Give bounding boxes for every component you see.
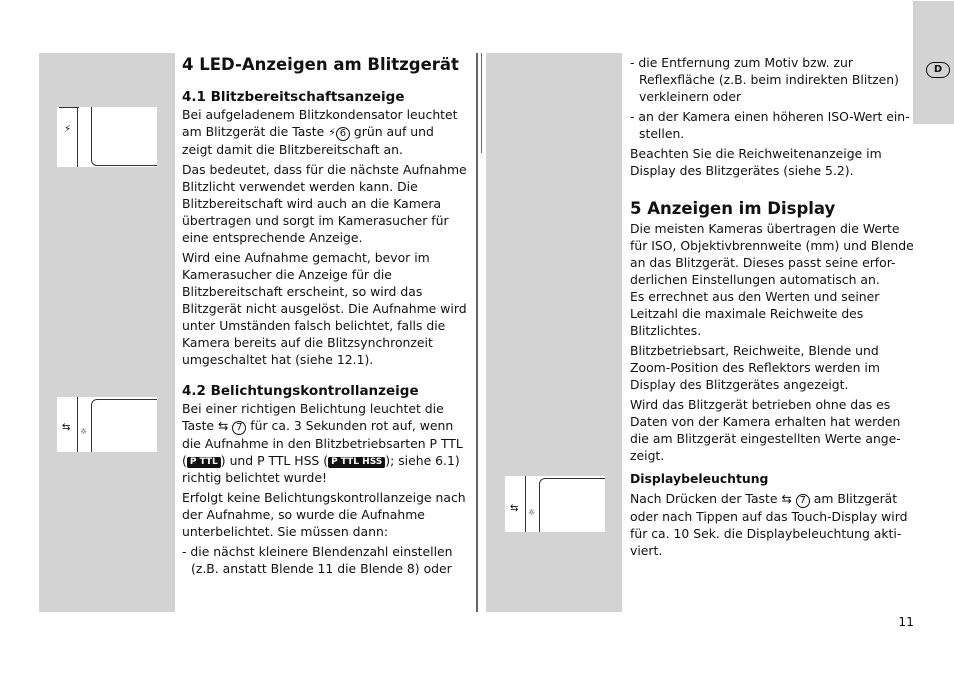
exposure-control-figure	[57, 397, 157, 452]
paragraph: Es errechnet aus den Werten und seiner Leitzahl die maximale Reichweite des Blitzlichtes.	[630, 289, 880, 338]
left-column	[182, 54, 467, 580]
paragraph: Bei aufgeladenem Blitzkondensator leuchtet am Blitzgerät die Taste ⚡ 6 grün auf und zeigt damit die Blitzbereitschaft an.	[182, 107, 458, 157]
swap-arrows-icon: ⇆	[781, 491, 792, 506]
flash-ready-figure	[57, 107, 157, 167]
column-divider	[476, 53, 478, 612]
paragraph: Die meisten Kameras übertragen die Werte für ISO, Objektivbrennweite (mm) und Blende an das Blitzgerät. Dieses passt seine erfor-derlichen Einstellungen automatisch an.	[630, 221, 914, 287]
bullet-item: - die Entfernung zum Motiv bzw. zur Reflexfläche (z.B. beim indirekten Blitzen) verkleinern oder	[630, 55, 899, 104]
bullet-item: - an der Kamera einen höheren ISO-Wert ein-stellen.	[630, 109, 910, 141]
section-4-1-title: 4.1 Blitzbereitschaftsanzeige	[182, 89, 405, 105]
page-number: 11	[898, 614, 914, 629]
light-icon: ☼	[528, 508, 536, 517]
paragraph: Blitzbetriebsart, Reichweite, Blende und Zoom-Position des Reflektors werden im Display des Blitzgerätes angezeigt.	[630, 343, 880, 392]
key-number-6: 6	[336, 127, 350, 141]
section-4-2-title: 4.2 Belichtungskontrollanzeige	[182, 383, 419, 399]
language-badge: D	[926, 62, 950, 78]
bracket-line	[59, 107, 79, 109]
flash-bolt-icon: ⚡	[328, 126, 336, 139]
paragraph: Erfolgt keine Belichtungskontrollanzeige nach der Aufnahme, so wurde die Aufnahme unterbelichtet. Sie müssen dann:	[182, 490, 466, 539]
p-ttl-hss-badge: P TTL HSS	[328, 457, 385, 468]
section-5-heading: 5 Anzeigen im Display	[630, 199, 836, 218]
paragraph: Wird eine Aufnahme gemacht, bevor im Kamerasucher die Anzeige für die Blitzbereitschaft erscheint, so wird das Blitzgerät nicht ausgelöst. Die Aufnahme wird unter Umständen falsch belichtet, falls die Kamera bereits auf die Blitzsynchronzeit umgeschaltet hat (siehe 12.1).	[182, 250, 467, 367]
paragraph: Bei einer richtigen Belichtung leuchtet die Taste ⇆ 7 für ca. 3 Sekunden rot auf, wenn die Aufnahme in den Blitzbetriebsarten P TTL ( P TTL ) und P TTL HSS ( P TTL HSS ); siehe 6.1) richtig belichtet wurde!	[182, 401, 463, 485]
column-divider	[481, 53, 482, 153]
paragraph: Nach Drücken der Taste ⇆ 7 am Blitzgerät oder nach Tippen auf das Touch-Display wird für ca. 10 Sek. die Displaybeleuchtung akti-viert.	[630, 491, 908, 558]
key-number-7: 7	[796, 494, 810, 508]
paragraph: Wird das Blitzgerät betrieben ohne das es Daten von der Kamera erhalten hat werden die am Blitzgerät eingestellten Werte ange-zeigt.	[630, 397, 901, 463]
display-light-subheading: Displaybeleuchtung	[630, 471, 769, 486]
swap-arrows-icon: ⇆	[218, 418, 229, 433]
light-icon: ☼	[80, 427, 88, 436]
flash-bolt-icon: ⚡	[64, 124, 72, 135]
swap-arrows-icon: ⇆	[62, 422, 71, 433]
swap-arrows-icon: ⇆	[510, 503, 519, 514]
section-4-heading: 4 LED-Anzeigen am Blitzgerät	[182, 55, 459, 74]
bullet-item: - die nächst kleinere Blendenzahl einstellen (z.B. anstatt Blende 11 die Blende 8) oder	[182, 544, 453, 576]
right-column	[630, 54, 915, 562]
paragraph: Beachten Sie die Reichweitenanzeige im Display des Blitzgerätes (siehe 5.2).	[630, 146, 882, 178]
key-number-7: 7	[232, 421, 246, 435]
display-light-figure	[505, 476, 605, 532]
p-ttl-badge: P TTL	[187, 457, 221, 468]
paragraph: Das bedeutet, dass für die nächste Aufnahme Blitzlicht verwendet werden kann. Die Blitzbereitschaft wird auch an die Kamera übertragen und sorgt im Kamerasucher für eine entsprechende Anzeige.	[182, 162, 467, 245]
